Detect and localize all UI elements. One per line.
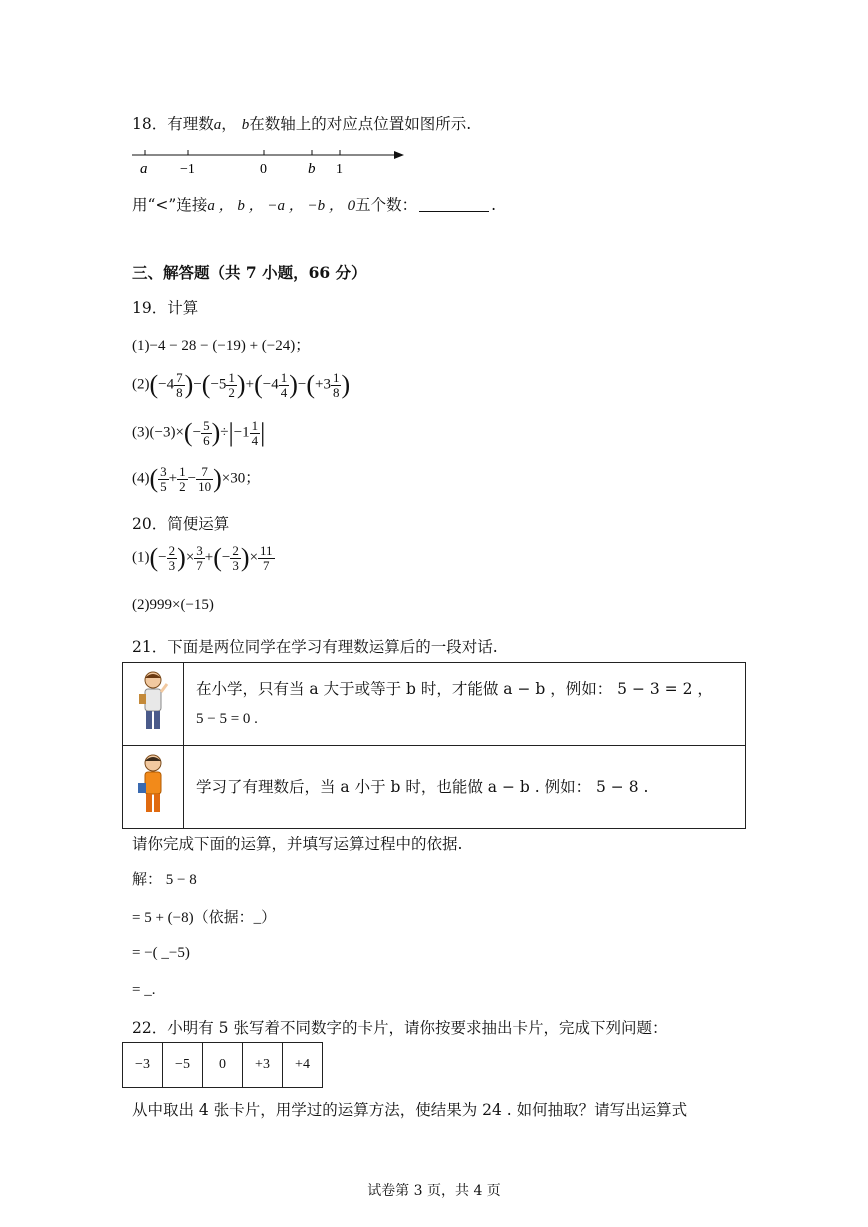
q19-title: 19．计算 (132, 299, 199, 317)
q19-part3: (3)(−3)×(− $\frac{5}{6}$ )÷|−1 $\frac{1}{4}$ | (132, 417, 266, 448)
axis-label-minus1: −1 (180, 162, 195, 177)
q18-line2 (132, 193, 496, 215)
q21-prompt: 请你完成下面的运算，并填写运算过程中的依据. (132, 835, 463, 853)
q18-period: . (491, 196, 497, 214)
q20-title: 20．简便运算 (132, 515, 230, 533)
boy-icon (136, 753, 170, 817)
part-label: (3) (132, 424, 150, 441)
q18-comma: ， (221, 115, 237, 133)
number-line (128, 146, 413, 180)
q21-sol-line4: = _. (132, 982, 156, 998)
q21-title: 21．下面是两位同学在学习有理数运算后的一段对话. (132, 638, 498, 656)
dialog-row (123, 746, 746, 829)
q18-line1 (132, 112, 471, 134)
page-footer: 试卷第 3 页，共 4 页 (367, 1183, 501, 1199)
dialog-line: 在小学，只有当 a 大于或等于 b 时，才能做 a − b ，例如： 5 − 3 = 2 ， (196, 680, 713, 698)
card[interactable]: −5 (163, 1043, 203, 1088)
cards-table (122, 1042, 323, 1088)
q18-vars: a ， b ， −a ， −b ， 0 (207, 198, 356, 214)
part-label: (4) (132, 470, 150, 487)
boy-icon (136, 670, 170, 734)
q18-text-end: 在数轴上的对应点位置如图所示. (249, 115, 472, 133)
student-avatar-1 (123, 663, 184, 746)
arrow-right-icon (394, 151, 404, 159)
q22-text: 从中取出 4 张卡片，用学过的运算方法，使结果为 24 . 如何抽取？请写出运算式 (132, 1101, 688, 1119)
dialog-line: 5 − 5 = 0 . (196, 711, 258, 727)
card[interactable]: −3 (123, 1043, 163, 1088)
q21-sol-line1: 解： 5 − 8 (132, 872, 197, 888)
dialog-text-1 (184, 663, 746, 746)
q19-part4: (4)( $\frac{3}{5}$ + $\frac{1}{2}$ − $\frac{7}{10}$ )×30； (132, 463, 261, 494)
q20-part2: (2)999×(−15) (132, 597, 214, 613)
axis-label-a: a (140, 161, 148, 177)
part-label: (1) (132, 549, 150, 566)
answer-blank[interactable] (419, 197, 489, 212)
axis-label-0: 0 (260, 162, 267, 177)
dialog-row (123, 663, 746, 746)
card[interactable]: +4 (283, 1043, 323, 1088)
student-avatar-2 (123, 746, 184, 829)
card[interactable]: +3 (243, 1043, 283, 1088)
q18-line2-text2: 五个数： (355, 196, 418, 214)
q19-p4-tail: ×30； (221, 470, 261, 487)
var-a: a (213, 117, 222, 133)
q18-text: 18．有理数 (132, 115, 214, 133)
q22-title: 22．小明有 5 张写着不同数字的卡片，请你按要求抽出卡片，完成下列问题： (132, 1019, 668, 1037)
q21-sol-line3: = −( _−5) (132, 945, 190, 961)
q18-line2-text: 用“<”连接 (132, 196, 208, 214)
dialog-table (122, 662, 746, 829)
q19-part1: (1)−4 − 28 − (−19) + (−24)； (132, 338, 311, 354)
q19-part2: (2)(−4 $\frac{7}{8}$ )−(−5 $\frac{1}{2}$ )+(−4 $\frac{1}{4}$ )−(+3 $\frac{1}{8}$ ) (132, 369, 351, 400)
part-label: (2) (132, 376, 150, 393)
q20-part1: (1)(− $\frac{2}{3}$ )× $\frac{3}{7}$ +(− $\frac{2}{3}$ )× $\frac{11}{7}$ (132, 542, 273, 573)
axis-label-1: 1 (336, 162, 343, 177)
card[interactable]: 0 (203, 1043, 243, 1088)
section-title: 三、解答题（共 7 小题，66 分） (132, 263, 367, 282)
var-b: b (241, 117, 250, 133)
axis-label-b: b (308, 161, 316, 177)
q21-sol-line2: = 5 + (−8)（依据：_） (132, 910, 277, 926)
dialog-text-2: 学习了有理数后，当 a 小于 b 时，也能做 a − b . 例如： 5 − 8 . (184, 746, 746, 829)
